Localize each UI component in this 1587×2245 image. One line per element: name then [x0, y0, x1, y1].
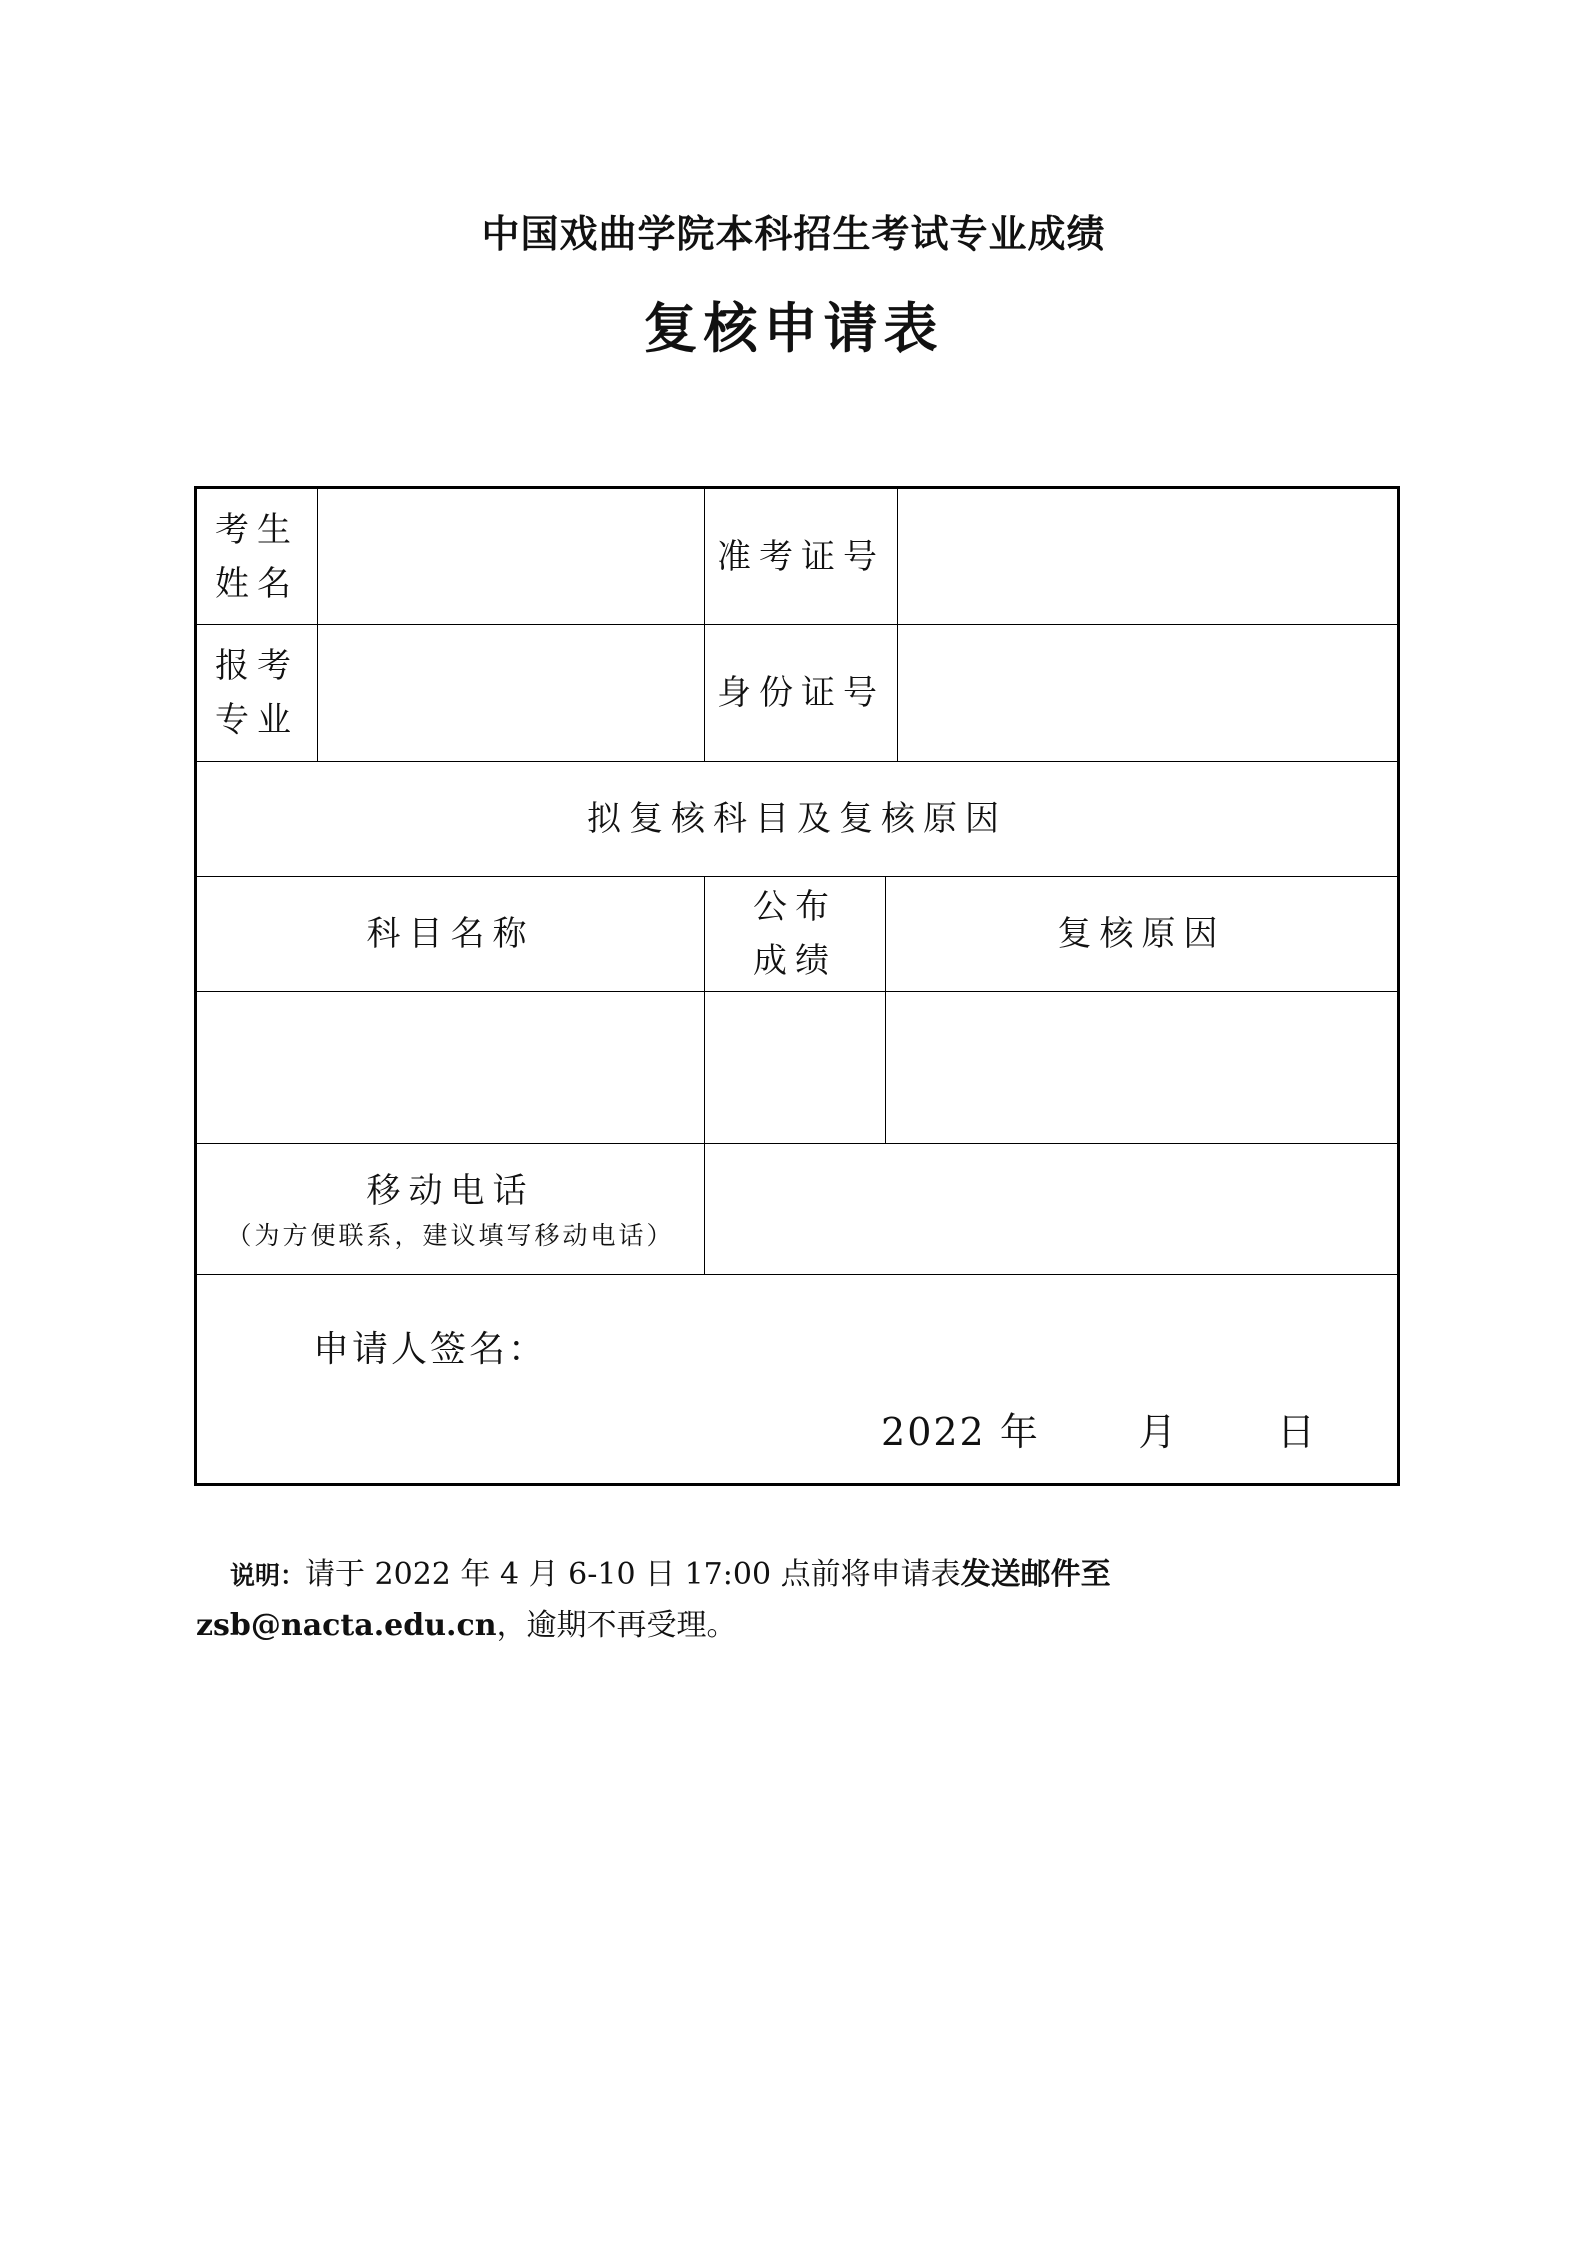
- name-field[interactable]: [318, 489, 704, 624]
- admission-ticket-field[interactable]: [898, 489, 1397, 624]
- note-text-end: ，逾期不再受理。: [496, 1608, 737, 1643]
- major-label: 报考 专业: [215, 646, 299, 740]
- note-lead: 说明：: [230, 1561, 306, 1590]
- score-header: 公布 成绩: [753, 887, 837, 981]
- instructions-note: [196, 1550, 1406, 1651]
- note-text: 请于 2022 年 4 月 6-10 日 17:00 点前将申请表: [305, 1557, 961, 1592]
- phone-field[interactable]: [705, 1144, 1397, 1274]
- note-send: 发送邮件至: [960, 1557, 1111, 1592]
- date-day-unit: 日: [1276, 1410, 1317, 1454]
- form-subtitle: 复核申请表: [643, 297, 944, 360]
- date-year-unit: 年: [999, 1410, 1040, 1454]
- subject-field[interactable]: [197, 992, 704, 1143]
- phone-label-cell: [197, 1144, 704, 1274]
- row-divider: [197, 1274, 1397, 1275]
- phone-label: 移动电话: [366, 1171, 535, 1211]
- id-number-label: 身份证号: [717, 673, 885, 713]
- note-email[interactable]: zsb@nacta.edu.cn: [196, 1608, 497, 1643]
- id-number-field[interactable]: [898, 625, 1397, 761]
- signature-date: [881, 1401, 1317, 1456]
- phone-hint: （为方便联系，建议填写移动电话）: [226, 1221, 675, 1250]
- section-heading: 拟复核科目及复核原因: [587, 799, 1007, 839]
- reason-header: 复核原因: [1057, 914, 1226, 954]
- reason-field[interactable]: [886, 992, 1397, 1143]
- date-month-unit: 月: [1138, 1410, 1179, 1454]
- signature-label: 申请人签名：: [313, 1329, 548, 1370]
- major-field[interactable]: [318, 625, 704, 761]
- admission-ticket-label: 准考证号: [717, 536, 885, 577]
- name-label: 考生 姓名: [215, 509, 299, 604]
- form-title: 中国戏曲学院本科招生考试专业成绩: [481, 212, 1106, 256]
- subject-header: 科目名称: [366, 914, 535, 954]
- date-year: 2022: [881, 1410, 986, 1454]
- review-application-form: [194, 486, 1400, 1486]
- score-field[interactable]: [705, 992, 885, 1143]
